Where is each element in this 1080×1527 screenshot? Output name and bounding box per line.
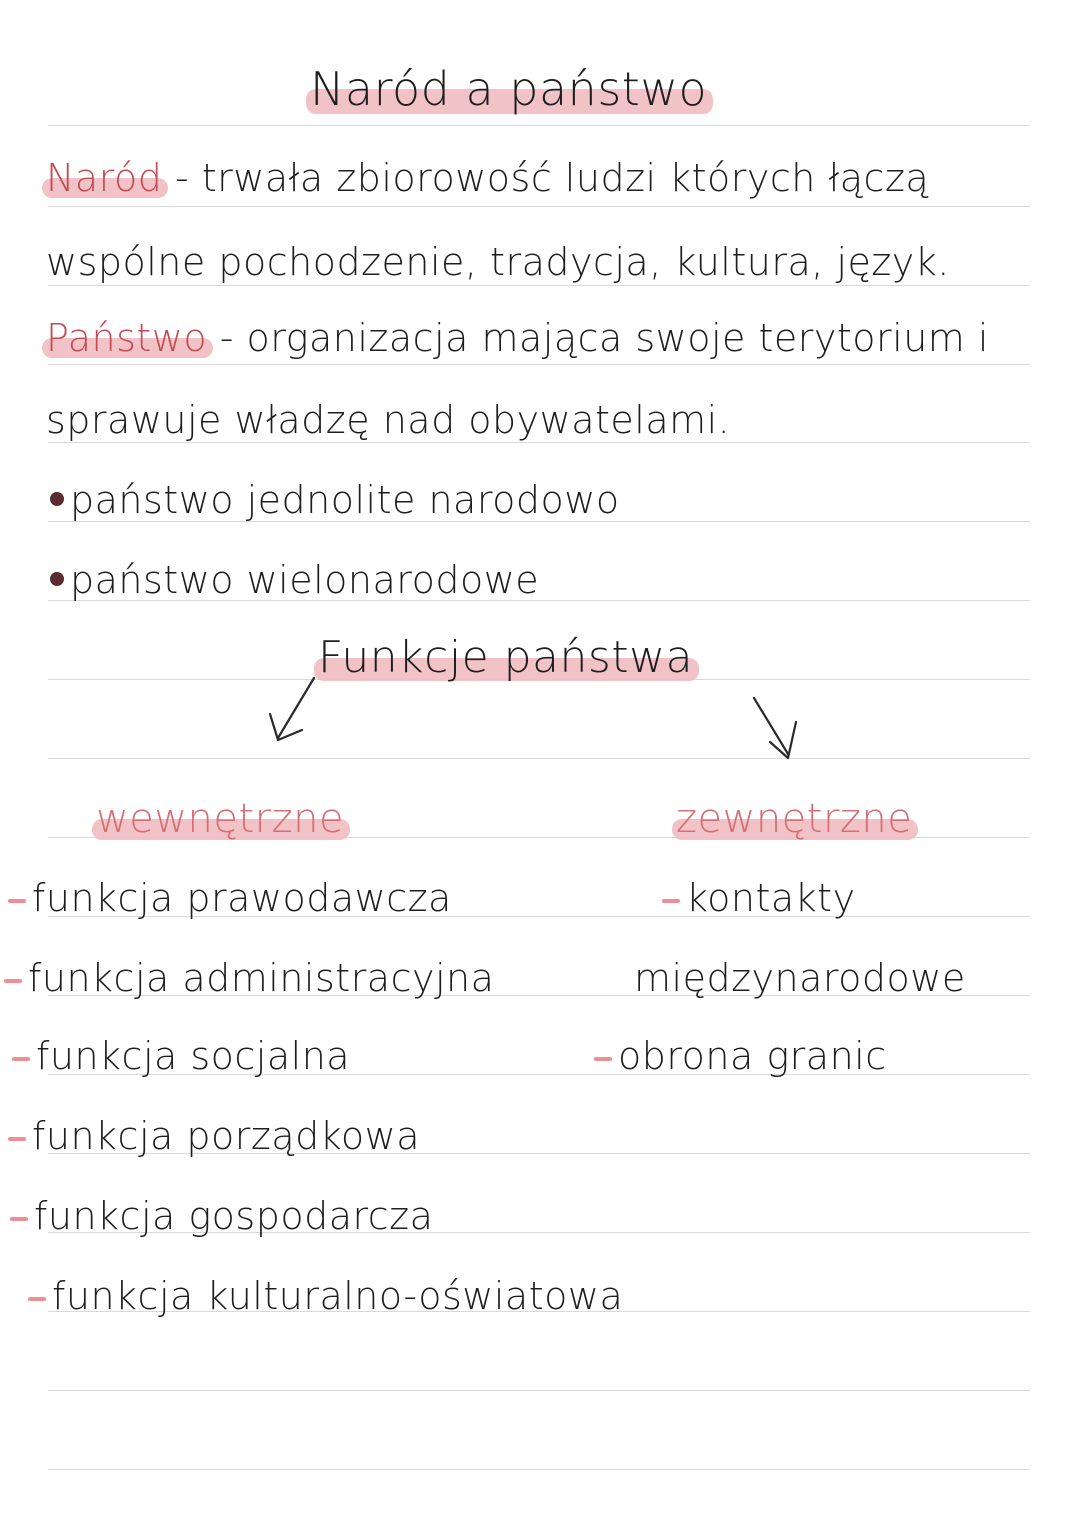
dash-icon <box>12 1057 30 1061</box>
definition-text: sprawuje władzę nad obywatelami. <box>46 398 731 442</box>
type-text: państwo wielonarodowe <box>70 558 540 602</box>
dash-icon <box>10 1217 28 1221</box>
ruled-line <box>48 285 1030 286</box>
external-item <box>594 1034 887 1078</box>
page-title-text: Naród a państwo <box>310 62 708 116</box>
ruled-line <box>48 364 1030 365</box>
type-text: państwo jednolite narodowo <box>70 478 620 522</box>
definition-państwo-line1 <box>46 316 989 360</box>
internal-item-text: funkcja socjalna <box>36 1034 351 1078</box>
internal-item <box>8 1114 420 1158</box>
arrow-right-icon <box>748 692 808 772</box>
internal-item <box>10 1194 433 1238</box>
ruled-line <box>48 442 1030 443</box>
external-heading <box>676 796 912 842</box>
type-item <box>50 558 539 602</box>
internal-item <box>28 1274 623 1318</box>
internal-item-text: funkcja gospodarcza <box>34 1194 434 1238</box>
internal-item-text: funkcja prawodawcza <box>32 876 452 920</box>
dash-icon <box>4 979 22 983</box>
term-państwo: Państwo <box>46 316 208 360</box>
ruled-line <box>48 125 1030 126</box>
internal-item-text: funkcja administracyjna <box>28 956 495 1000</box>
bullet-icon <box>50 572 64 586</box>
definition-naród-line2 <box>46 240 950 284</box>
internal-heading <box>96 796 344 842</box>
term-naród: Naród <box>46 156 163 200</box>
definition-naród-line1 <box>46 156 929 200</box>
definition-państwo-line2 <box>46 398 730 442</box>
external-heading-text: zewnętrzne <box>676 796 913 842</box>
arrow-left-icon <box>262 672 322 752</box>
definition-text: - trwała zbiorowość ludzi których łączą <box>162 156 930 200</box>
ruled-line <box>48 1469 1030 1470</box>
dash-icon <box>594 1057 612 1061</box>
external-item-text: kontakty <box>686 876 856 920</box>
definition-text: wspólne pochodzenie, tradycja, kultura, język. <box>46 240 950 284</box>
dash-icon <box>662 899 680 903</box>
external-item <box>662 876 856 920</box>
dash-icon <box>8 1137 26 1141</box>
ruled-line <box>48 758 1030 759</box>
internal-item <box>8 876 452 920</box>
ruled-line <box>48 1390 1030 1391</box>
external-item-text: obrona granic <box>618 1034 887 1078</box>
internal-item-text: funkcja kulturalno-oświatowa <box>52 1274 624 1318</box>
bullet-icon <box>50 492 64 506</box>
type-item <box>50 478 620 522</box>
ruled-line <box>48 206 1030 207</box>
internal-item <box>12 1034 350 1078</box>
internal-item <box>4 956 494 1000</box>
internal-item-text: funkcja porządkowa <box>32 1114 420 1158</box>
internal-heading-text: wewnętrzne <box>96 796 345 842</box>
functions-heading-text: Funkcje państwa <box>318 632 694 683</box>
page-title <box>310 62 707 116</box>
definition-text: - organizacja mająca swoje terytorium i <box>207 316 989 360</box>
functions-heading <box>318 632 693 683</box>
external-item-continued <box>634 956 966 1000</box>
dash-icon <box>28 1297 46 1301</box>
dash-icon <box>8 899 26 903</box>
external-item-text: międzynarodowe <box>634 956 966 1000</box>
